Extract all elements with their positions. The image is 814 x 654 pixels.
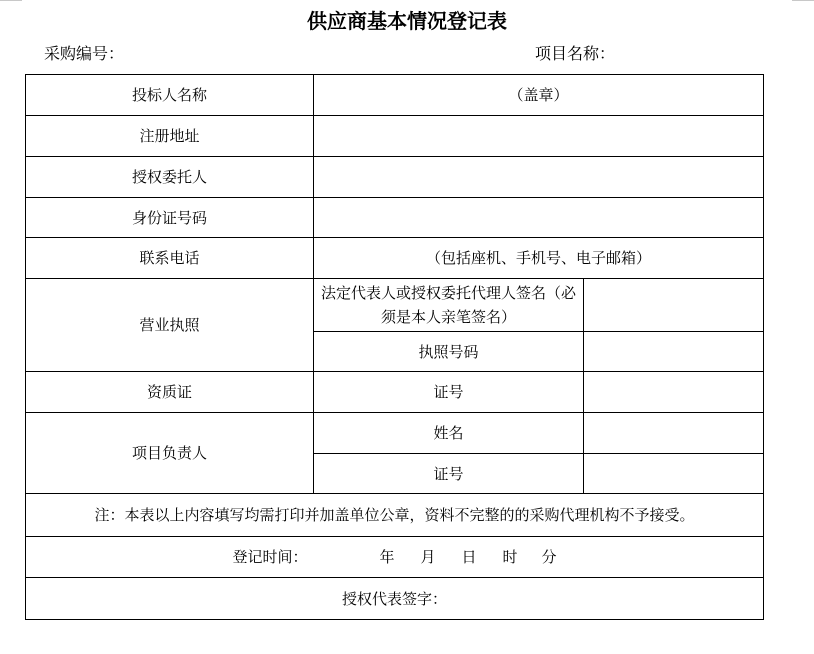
registration-minute: 分 — [541, 548, 557, 566]
row-license-signature — [26, 279, 764, 332]
row-registration-time — [26, 537, 764, 578]
bidder-name-field[interactable]: （盖章） — [314, 75, 764, 116]
license-number-label: 执照号码 — [314, 332, 584, 372]
registration-hour: 时 — [502, 548, 518, 566]
leader-name-label: 姓名 — [314, 413, 584, 454]
row-phone — [26, 238, 764, 279]
row-qualification — [26, 372, 764, 413]
qualification-cert-number-field[interactable] — [584, 372, 764, 413]
project-name-label: 项目名称： — [535, 44, 616, 63]
registration-time-label: 登记时间： — [232, 548, 308, 566]
page-corner-mark-right — [792, 0, 814, 1]
row-id-number — [26, 198, 764, 238]
phone-label: 联系电话 — [26, 238, 314, 279]
authorized-rep-signature-cell[interactable] — [26, 578, 764, 620]
registration-day: 日 — [461, 548, 477, 566]
row-authorized-agent — [26, 157, 764, 198]
row-leader-name — [26, 413, 764, 454]
registration-time-cell[interactable] — [26, 537, 764, 578]
authorized-agent-label: 授权委托人 — [26, 157, 314, 198]
form-note: 注：本表以上内容填写均需打印并加盖单位公章，资料不完整的的采购代理机构不予接受。 — [26, 494, 764, 537]
registered-address-field[interactable] — [314, 116, 764, 157]
id-number-label: 身份证号码 — [26, 198, 314, 238]
legal-rep-signature-label: 法定代表人或授权委托代理人签名（必须是本人亲笔签名） — [314, 279, 584, 332]
project-leader-label: 项目负责人 — [26, 413, 314, 494]
leader-cert-number-field[interactable] — [584, 454, 764, 494]
qualification-label: 资质证 — [26, 372, 314, 413]
id-number-field[interactable] — [314, 198, 764, 238]
row-registered-address — [26, 116, 764, 157]
license-number-field[interactable] — [584, 332, 764, 372]
leader-cert-number-label: 证号 — [314, 454, 584, 494]
row-bidder-name — [26, 75, 764, 116]
row-signature — [26, 578, 764, 620]
qualification-cert-number-label: 证号 — [314, 372, 584, 413]
form-title: 供应商基本情况登记表 — [307, 9, 507, 33]
phone-field[interactable]: （包括座机、手机号、电子邮箱） — [314, 238, 764, 279]
procurement-number-label: 采购编号： — [44, 44, 125, 63]
authorized-rep-signature-label: 授权代表签字： — [342, 589, 448, 608]
bidder-name-label: 投标人名称 — [26, 75, 314, 116]
business-license-label: 营业执照 — [26, 279, 314, 372]
registration-month: 月 — [420, 548, 436, 566]
row-note — [26, 494, 764, 537]
legal-rep-signature-field[interactable] — [584, 279, 764, 332]
registration-year: 年 — [379, 548, 395, 566]
leader-name-field[interactable] — [584, 413, 764, 454]
registration-form-table — [25, 74, 764, 620]
registered-address-label: 注册地址 — [26, 116, 314, 157]
authorized-agent-field[interactable] — [314, 157, 764, 198]
page-corner-mark-left — [0, 0, 22, 1]
